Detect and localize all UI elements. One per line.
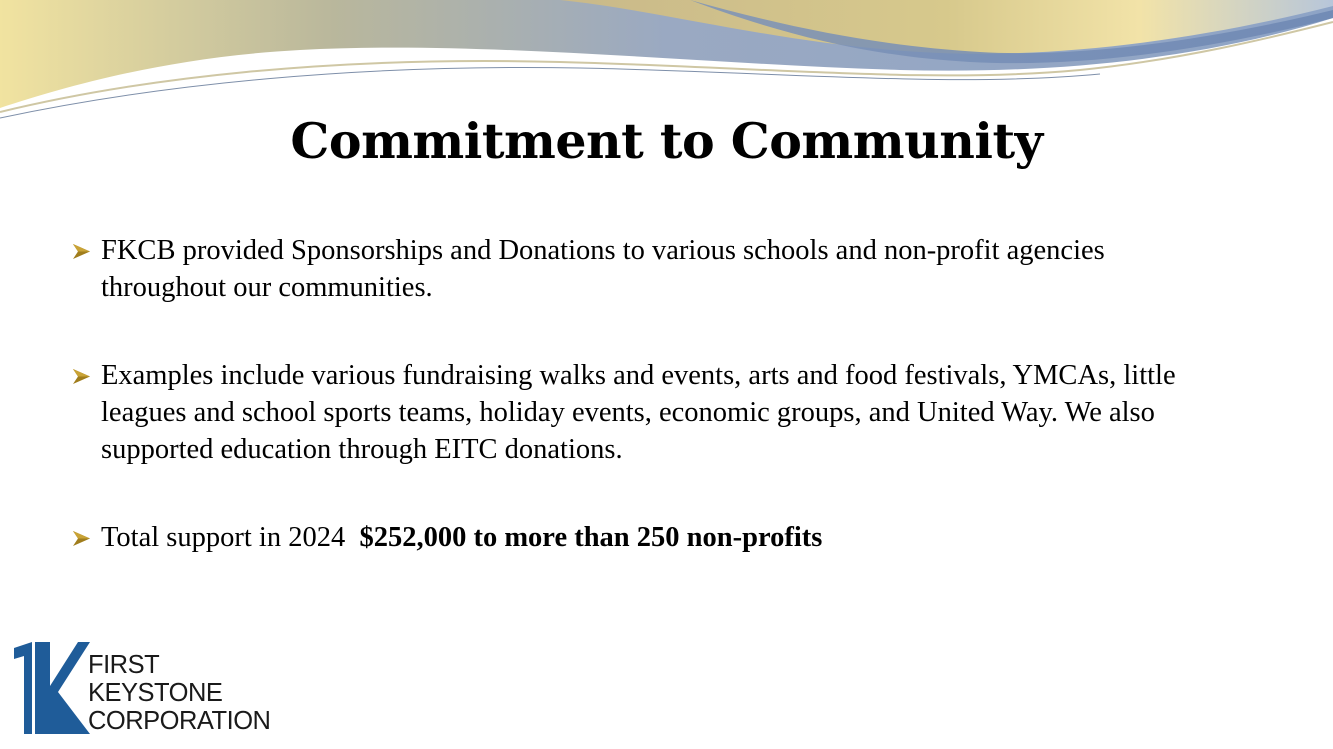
page-title: Commitment to Community [290, 112, 1043, 170]
logo-line-corporation: CORPORATION [88, 707, 271, 735]
arrow-bullet-icon [72, 243, 91, 260]
arrow-bullet-icon [72, 368, 91, 385]
list-item [72, 232, 1232, 306]
logo-wordmark [88, 651, 270, 735]
bullet-text: FKCB provided Sponsorships and Donations to various schools and non-profit agencies throughout our communities. [101, 235, 1105, 303]
company-logo [14, 642, 294, 736]
logo-line-keystone: KEYSTONE [88, 679, 223, 707]
bullet-list [72, 232, 1232, 556]
list-item [72, 519, 1232, 556]
arrow-bullet-icon [72, 530, 91, 547]
logo-line-first: FIRST [88, 651, 160, 679]
bullet-text: Examples include various fundraising walks and events, arts and food festivals, YMCAs, little leagues and school sports teams, holiday events, economic groups, and United Way. We also supported education through EITC donations. [101, 360, 1176, 465]
list-item [72, 357, 1232, 468]
bullet-text: Total support in 2024 [101, 522, 346, 553]
keystone-k-logo-icon [14, 642, 90, 734]
total-support-amount: $252,000 to more than 250 non-profits [359, 522, 823, 553]
